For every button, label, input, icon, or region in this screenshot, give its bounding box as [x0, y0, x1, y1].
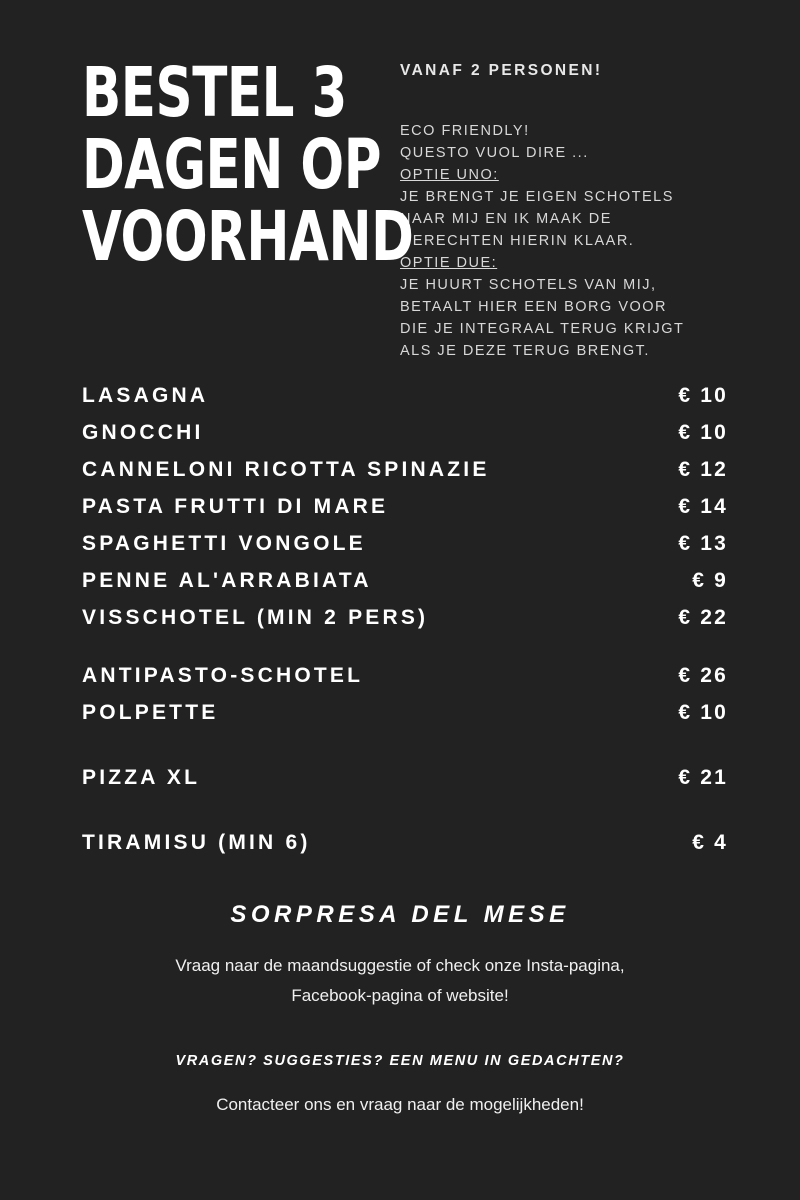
sorpresa-title: SORPRESA DEL MESE	[230, 901, 570, 928]
menu-item-price: € 22	[678, 606, 728, 629]
poster-header	[0, 0, 800, 362]
menu-item	[82, 766, 728, 790]
menu-item	[82, 606, 728, 630]
info-line-optie-uno: OPTIE UNO:	[400, 167, 499, 183]
sorpresa-line: Vraag naar de maandsuggestie of check onze Insta-pagina,	[175, 956, 625, 975]
menu-item-price: € 21	[678, 766, 728, 789]
info-line: ECO FRIENDLY!	[400, 123, 530, 139]
poster-footer	[0, 901, 800, 1115]
info-line: NAAR MIJ EN IK MAAK DE	[400, 211, 612, 227]
contact-line: Contacteer ons en vraag naar de mogelijkheden!	[216, 1095, 584, 1114]
menu-group-divider	[82, 643, 728, 664]
menu-item	[82, 495, 728, 519]
menu-item-name: ANTIPASTO-SCHOTEL	[82, 664, 364, 687]
menu-item-price: € 9	[692, 569, 728, 592]
info-line-optie-due: OPTIE DUE:	[400, 255, 498, 271]
headline-line-3: VOORHAND	[82, 197, 414, 277]
menu-item-name: POLPETTE	[82, 701, 219, 724]
menu-item-price: € 10	[678, 701, 728, 724]
menu-item-name: PENNE AL'ARRABIATA	[82, 569, 372, 592]
menu-item-name: GNOCCHI	[82, 421, 204, 444]
menu-item-name: SPAGHETTI VONGOLE	[82, 532, 366, 555]
menu-item	[82, 701, 728, 725]
menu-item-name: PIZZA XL	[82, 766, 201, 789]
menu-item-name: LASAGNA	[82, 384, 209, 407]
menu-item-price: € 10	[678, 421, 728, 444]
menu-item	[82, 569, 728, 593]
menu-item	[82, 384, 728, 408]
vragen-line: VRAGEN? SUGGESTIES? EEN MENU IN GEDACHTEN?	[175, 1053, 625, 1069]
menu-item	[82, 831, 728, 855]
menu-item	[82, 458, 728, 482]
menu-item-price: € 10	[678, 384, 728, 407]
menu-item-name: PASTA FRUTTI DI MARE	[82, 495, 389, 518]
menu-item	[82, 664, 728, 688]
headline-block	[82, 50, 414, 277]
info-line: JE BRENGT JE EIGEN SCHOTELS	[400, 189, 674, 205]
info-line: GERECHTEN HIERIN KLAAR.	[400, 233, 635, 249]
info-line: DIE JE INTEGRAAL TERUG KRIJGT	[400, 321, 685, 337]
info-line: ALS JE DEZE TERUG BRENGT.	[400, 343, 650, 359]
menu-item	[82, 532, 728, 556]
info-block	[382, 50, 730, 362]
menu-item-price: € 14	[678, 495, 728, 518]
info-title: VANAF 2 PERSONEN!	[400, 62, 603, 79]
headline-line-2: DAGEN OP	[82, 125, 382, 205]
info-line: JE HUURT SCHOTELS VAN MIJ,	[400, 277, 657, 293]
menu-item-name: TIRAMISU (MIN 6)	[82, 831, 311, 854]
menu-item-price: € 26	[678, 664, 728, 687]
menu-item-price: € 12	[678, 458, 728, 481]
info-line: QUESTO VUOL DIRE ...	[400, 145, 589, 161]
menu-group-divider	[82, 803, 728, 831]
menu-group-divider	[82, 738, 728, 766]
menu-item-name: CANNELONI RICOTTA SPINAZIE	[82, 458, 490, 481]
headline-line-1: BESTEL 3	[82, 53, 347, 133]
menu-item-price: € 4	[692, 831, 728, 854]
sorpresa-line: Facebook-pagina of website!	[291, 986, 509, 1005]
menu-item-price: € 13	[678, 532, 728, 555]
menu-item	[82, 421, 728, 445]
menu-item-name: VISSCHOTEL (MIN 2 PERS)	[82, 606, 429, 629]
menu-list	[0, 384, 800, 855]
info-line: BETAALT HIER EEN BORG VOOR	[400, 299, 668, 315]
